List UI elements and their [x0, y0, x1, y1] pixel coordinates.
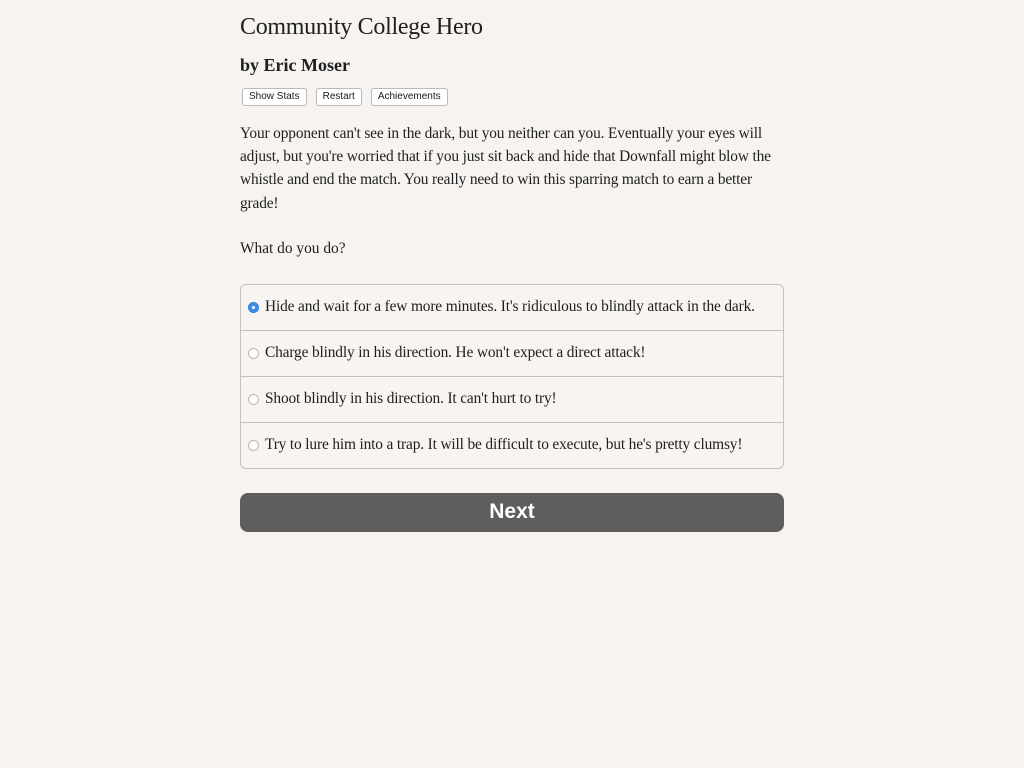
choice-option[interactable] — [241, 376, 783, 422]
choice-option[interactable] — [241, 422, 783, 468]
passage-text: Your opponent can't see in the dark, but you neither can you. Eventually your eyes will adjust, but you're worried that if you just sit back and hide that Downfall might blow the whistle and end the match. You really need to win this sparring match to earn a better grade! — [240, 125, 771, 212]
radio-button[interactable] — [248, 348, 259, 359]
radio-button[interactable] — [248, 394, 259, 405]
radio-button[interactable] — [248, 302, 259, 313]
achievements-button[interactable]: Achievements — [371, 88, 448, 106]
game-title: Community College Hero — [240, 14, 483, 40]
choice-prompt: What do you do? — [240, 239, 346, 257]
choice-label: Charge blindly in his direction. He won't expect a direct attack! — [265, 344, 646, 362]
game-author: by Eric Moser — [240, 55, 350, 75]
choice-option[interactable] — [241, 330, 783, 376]
choice-label: Hide and wait for a few more minutes. It's ridiculous to blindly attack in the dark. — [265, 298, 755, 316]
choice-list — [240, 284, 784, 469]
radio-button[interactable] — [248, 440, 259, 451]
choice-label: Try to lure him into a trap. It will be difficult to execute, but he's pretty clumsy! — [265, 436, 743, 454]
show-stats-button[interactable]: Show Stats — [242, 88, 307, 106]
toolbar — [240, 88, 784, 106]
restart-button[interactable]: Restart — [316, 88, 362, 106]
choice-option[interactable] — [241, 285, 783, 330]
choice-label: Shoot blindly in his direction. It can't hurt to try! — [265, 390, 557, 408]
next-button[interactable]: Next — [240, 493, 784, 532]
game-container — [240, 0, 784, 532]
